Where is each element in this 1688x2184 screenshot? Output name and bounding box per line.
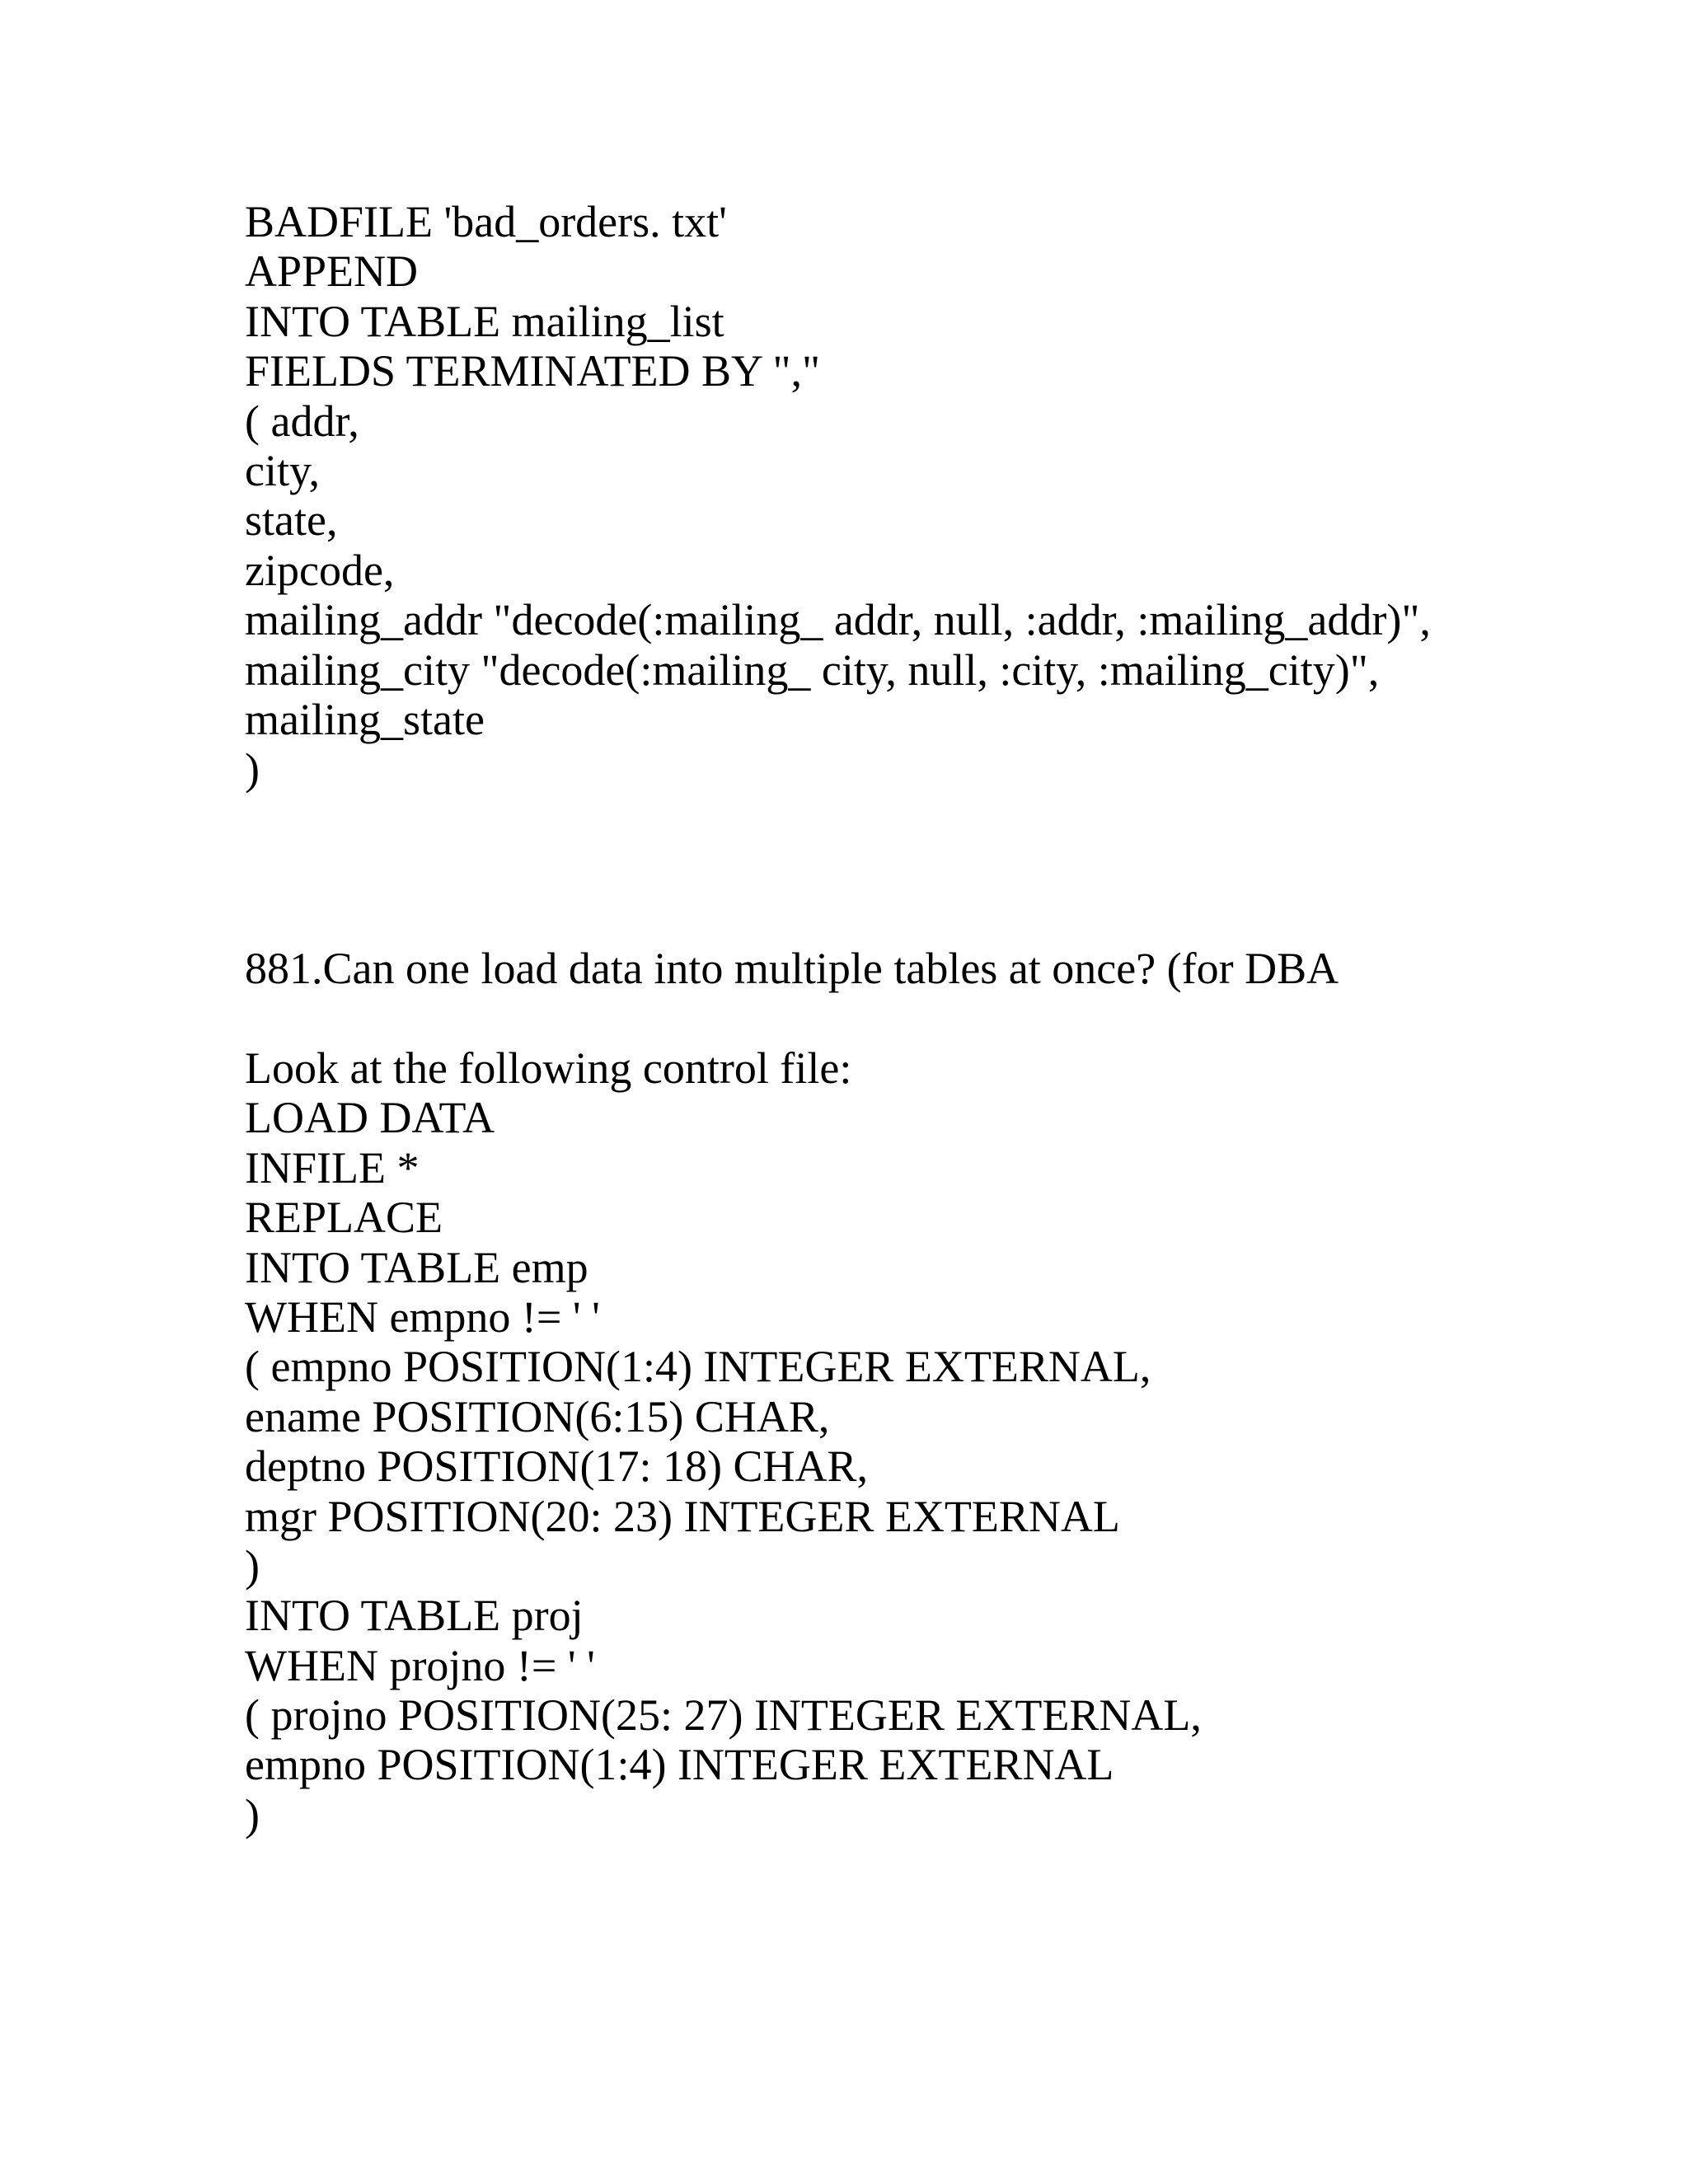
- code-line: ( empno POSITION(1:4) INTEGER EXTERNAL,: [245, 1342, 1151, 1392]
- code-line: INFILE *: [245, 1142, 420, 1193]
- code-line: ): [245, 744, 260, 794]
- code-line: ( projno POSITION(25: 27) INTEGER EXTERNAL,: [245, 1690, 1202, 1741]
- code-line: INTO TABLE emp: [245, 1242, 588, 1292]
- code-line: state,: [245, 495, 338, 546]
- code-line: INTO TABLE mailing_list: [245, 296, 724, 346]
- code-line: ename POSITION(6:15) CHAR,: [245, 1391, 830, 1441]
- code-line: mailing_state: [245, 694, 485, 744]
- code-line: APPEND: [245, 246, 419, 297]
- code-line: mgr POSITION(20: 23) INTEGER EXTERNAL: [245, 1491, 1120, 1541]
- question-heading: 881.Can one load data into multiple tables at once? (for DBA: [245, 944, 1339, 993]
- code-line: INTO TABLE proj: [245, 1591, 584, 1641]
- control-file-snippet: [245, 197, 1646, 794]
- code-line: deptno POSITION(17: 18) CHAR,: [245, 1441, 868, 1492]
- code-line: BADFILE 'bad_orders. txt': [245, 197, 727, 246]
- code-line: WHEN empno != ' ': [245, 1291, 600, 1342]
- code-line: mailing_addr "decode(:mailing_ addr, null, :addr, :mailing_addr)",: [245, 595, 1431, 645]
- code-line: ): [245, 1540, 260, 1591]
- code-line: city,: [245, 445, 320, 495]
- code-line: ( addr,: [245, 396, 359, 446]
- code-line: LOAD DATA: [245, 1093, 495, 1143]
- code-line: WHEN projno != ' ': [245, 1640, 595, 1690]
- code-line: FIELDS TERMINATED BY ",": [245, 346, 821, 396]
- code-line: zipcode,: [245, 545, 395, 595]
- answer-section: [245, 1043, 1646, 1840]
- code-line: ): [245, 1789, 260, 1840]
- answer-intro: Look at the following control file:: [245, 1043, 852, 1093]
- code-line: empno POSITION(1:4) INTEGER EXTERNAL: [245, 1740, 1114, 1790]
- question-section: [245, 944, 1646, 993]
- code-line: REPLACE: [245, 1193, 443, 1243]
- code-line: mailing_city "decode(:mailing_ city, null, :city, :mailing_city)",: [245, 644, 1380, 695]
